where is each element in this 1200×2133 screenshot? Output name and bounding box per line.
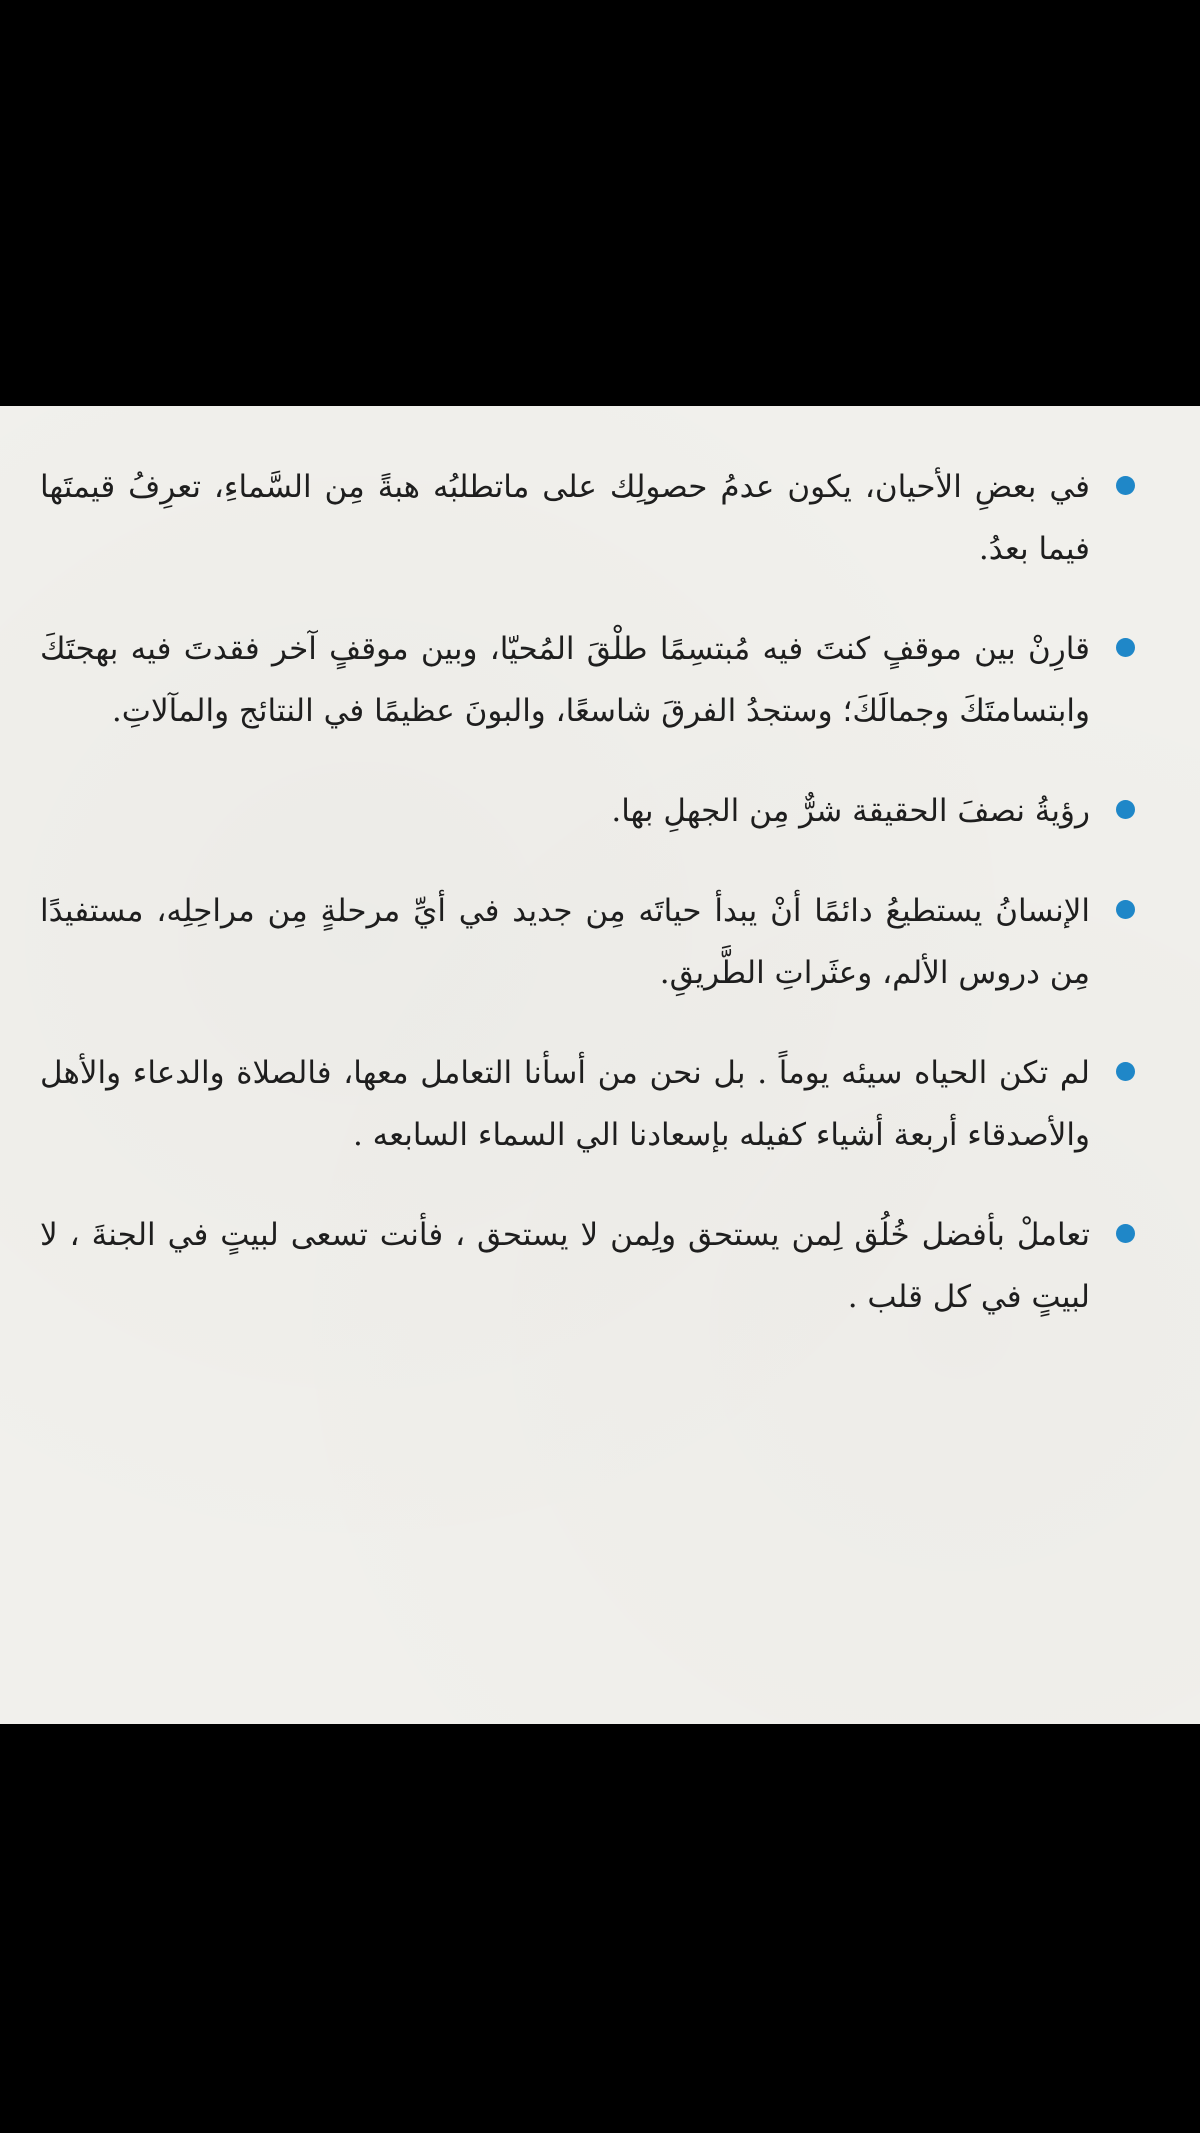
bullet-text: قارِنْ بين موقفٍ كنتَ فيه مُبتسِمًا طلْقَ المُحيّا، وبين موقفٍ آخر فقدتَ فيه بهجتَكَ وابتسامتَكَ وجمالَكَ؛ وستجدُ الفرقَ شاسعًا، والبونَ عظيمًا في النتائج والمآلاتِ.: [40, 631, 1090, 729]
bullet-text: رؤيةُ نصفَ الحقيقة شرٌّ مِن الجهلِ بها.: [611, 793, 1090, 829]
book-page: [0, 406, 1200, 1724]
list-item: [40, 880, 1090, 1004]
bullet-text: تعاملْ بأفضل خُلُق لِمن يستحق ولِمن لا يستحق ، فأنت تسعى لبيتٍ في الجنةَ ، لا لبيتٍ في كل قلب .: [40, 1217, 1090, 1315]
list-item: [40, 618, 1090, 742]
bullet-dot-icon: [1116, 1224, 1135, 1243]
bullet-text: في بعضِ الأحيان، يكون عدمُ حصولِك على ماتطلبُه هبةً مِن السَّماءِ، تعرِفُ قيمتَها فيما بعدُ.: [40, 469, 1090, 567]
bullet-text: الإنسانُ يستطيعُ دائمًا أنْ يبدأ حياتَه مِن جديد في أيِّ مرحلةٍ مِن مراحِلِه، مستفيدًا مِن دروس الألم، وعثَراتِ الطَّريقِ.: [40, 893, 1090, 991]
bullet-list: [40, 456, 1090, 1366]
bullet-dot-icon: [1116, 1062, 1135, 1081]
bullet-dot-icon: [1116, 900, 1135, 919]
list-item: [40, 1042, 1090, 1166]
bullet-dot-icon: [1116, 638, 1135, 657]
bullet-text: لم تكن الحياه سيئه يوماً . بل نحن من أسأنا التعامل معها، فالصلاة والدعاء والأهل والأصدقاء أربعة أشياء كفيله بإسعادنا الي السماء السابعه .: [40, 1055, 1090, 1153]
list-item: [40, 1204, 1090, 1328]
list-item: [40, 780, 1090, 842]
list-item: [40, 456, 1090, 580]
bullet-dot-icon: [1116, 476, 1135, 495]
bullet-dot-icon: [1116, 800, 1135, 819]
